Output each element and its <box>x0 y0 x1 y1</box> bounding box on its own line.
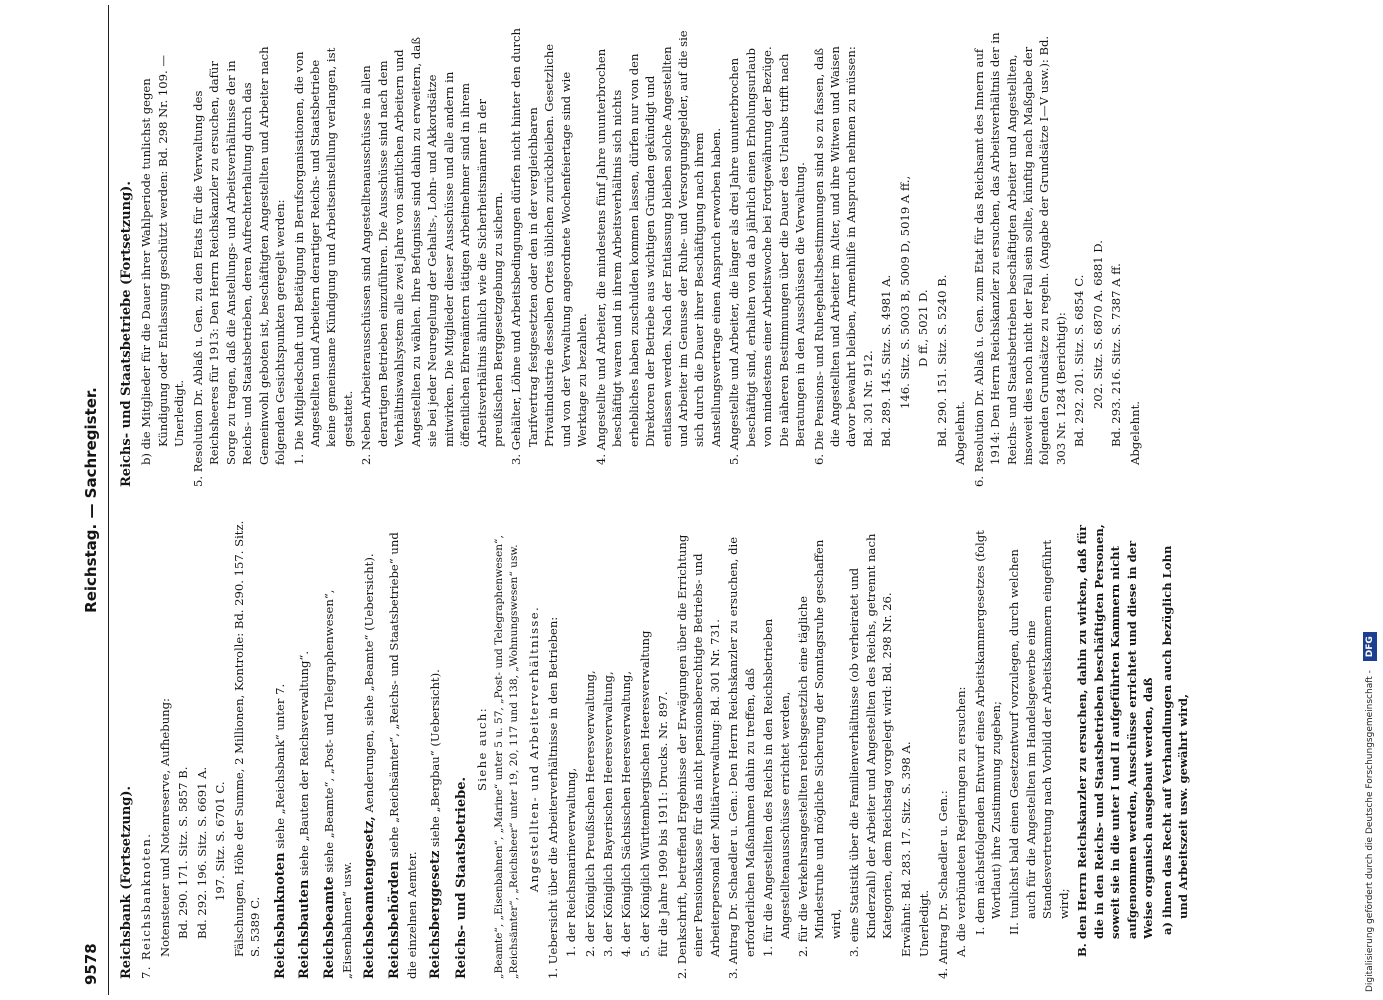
entry-subitem: I. dem nächstfolgenden Entwurf eines Arbeitskammergesetzes (folgt Wortlaut) ihre Zustimmung zugeben; <box>972 530 1003 935</box>
citation: 202. Sitz. S. 6870 A. 6881 D. <box>1090 240 1105 409</box>
entry-subitem: 1. Die Mitgliedschaft und Betätigung in Berufsorganisationen, die von Angestellten und Arbeitern derartiger Reichs- und Staatsbetriebe keine gemeinsame Kündigung und Arbeitseinstellung verlangen, ist gestattet. <box>291 47 355 465</box>
entry-heading-continued: Reichs- und Staatsbetriebe (Fortsetzung). <box>119 181 134 487</box>
entry-subitem: 2. der Königlich Preußischen Heeresverwaltung, <box>582 670 597 957</box>
keyword: Reichsbeamte <box>321 876 337 979</box>
cross-reference: Aenderungen, siehe „Beamte“ (Uebersicht). <box>362 553 377 813</box>
entry-subitem: 1. für die Angestellten des Reichs in den Reichsbetrieben Angestelltenausschüsse errichtet werden, <box>761 618 792 957</box>
digitization-credit <box>1357 6 1379 996</box>
entry-subitem: II. tunlichst bald einen Gesetzentwurf vorzulegen, durch welchen auch für die Angestellten im Handelsgewerbe eine Standesvertretung nach Vorbild der Arbeitskammern eingeführt wird; <box>1007 540 1071 935</box>
see-also-label: Siehe auch: <box>474 706 489 792</box>
see-also-list: „Beamte“, „Eisenbahnen“, „Marine“ unter 5 u. 57, „Post- und Telegraphenwesen“, „Reichsämter“, „Reichsheer“ unter 19, 20, 117 und 138, „Wohnungswesen“ usw. <box>493 535 521 979</box>
entry-subitem: a) ihnen das Recht auf Verhandlungen auch bezüglich Lohn und Arbeitszeit usw. gewährt wird, <box>1159 545 1190 935</box>
entry-subitem: 5. Angestellte und Arbeiter, die länger als drei Jahre ununterbrochen beschäftigt sind, erhalten von da ab jährlich einen Erholungsurlaub von mindestens einer Arbeitswoche bei Fortgewährung der Bezüge. Die näheren Bestimmungen über die Dauer des Urlaubs trifft nach Beratungen in den Ausschüssen die Verwaltung. <box>727 46 808 465</box>
right-column <box>118 27 1298 487</box>
cross-reference: siehe „Bergbau“ (Uebersicht). <box>427 669 442 847</box>
page-header <box>78 5 108 995</box>
entry-text: Fälschungen, Höhe der Summe, 2 Millionen, Kontrolle: Bd. 290. 157. Sitz. S. 5389 C. <box>231 520 263 957</box>
entry-subitem: 3. der Königlich Bayerischen Heeresverwaltung, <box>601 671 616 957</box>
citation: Bd. 290. 151. Sitz. S. 5240 B. <box>934 274 949 447</box>
cross-reference: siehe „Beamte“, „Post- und Telegraphenwesen“, „Eisenbahnen“ usw. <box>321 589 354 979</box>
left-column <box>118 519 1298 979</box>
entry-item: 4. Antrag Dr. Schaedler u. Gen.: <box>935 790 950 979</box>
cross-reference: siehe „Reichsbank“ unter 7. <box>272 683 287 849</box>
dfg-logo: DFG <box>1363 632 1377 661</box>
citation: für die Jahre 1909 bis 1911: Drucks. Nr. 897. <box>656 691 671 957</box>
entry-heading-reichsbank: Reichsbank (Fortsetzung). <box>119 785 134 979</box>
subsection-title: Angestellten- und Arbeiterverhältnisse. <box>527 605 542 893</box>
citation: Bd. 290. 171. Sitz. S. 5857 B. <box>176 766 191 939</box>
entry-subitem: b) die Mitglieder für die Dauer ihrer Wahlperiode tunlichst gegen Kündigung oder Entlassung geschützt werden: Bd. 298 Nr. 109. — Unerledigt. <box>139 54 187 465</box>
page-title: Reichstag. — Sachregister. <box>82 387 100 613</box>
entry-subitem: 3. Gehälter, Löhne und Arbeitsbedingungen dürfen nicht hinter den durch Tarifvertrag festgesetzten oder den in der vergleichbaren Privatindustrie desselben Ortes üblichen zurückbleiben. Gesetzliche und von der Verwaltung angeordnete Wochenfeiertage sind wie Werktage zu bezahlen. <box>509 28 590 465</box>
entry-subitem: 3. eine Statistik über die Familienverhältnisse (ob verheiratet und Kinderzahl) der Arbeiter und Angestellten des Reichs, getrennt nach Kategorien, dem Reichstag vorgelegt wird: Bd. 298 Nr. 26. <box>847 533 895 957</box>
cross-reference: siehe „Reichsämter“, „Reichs- und Staatsbetriebe“ und die einzelnen Aemter. <box>386 532 420 979</box>
status-text: Abgelehnt. <box>953 401 968 465</box>
keyword: Reichsbanknoten <box>272 852 288 979</box>
entry-subitem: 2. Neben Arbeiterausschüssen sind Angestelltenausschüsse in allen derartigen Betrieben einzuführen. Die Ausschüsse sind nach dem Verhältniswahlsystem alle zwei Jahre von sämtlichen Arbeitern und Angestellten zu wählen. Ihre Befugnisse sind dahin zu erweitern, daß sie bei jeder Neuregelung der Gehalts-, Lohn- und Akkordsätze mitwirken. Die Mitglieder dieser Ausschüsse und alle andern in öffentlichen Ehrenämtern tätigen Arbeitnehmer sind in ihrem Arbeitsverhältnis ähnlich wie die Sicherheitsmänner in der preußischen Berggesetzgebung zu sichern. <box>359 37 505 465</box>
citation: D ff., 5021 D. <box>916 289 931 367</box>
entry-subitem: 4. Angestellte und Arbeiter, die mindestens fünf Jahre ununterbrochen beschäftigt waren und in ihrem Arbeitsverhältnis sich nichts erhebliches haben zuschulden kommen lassen, dürfen nur von den Direktoren der Betriebe aus wichtigen Gründen gekündigt und entlassen werden. Nach der Entlassung bleiben solche Angestellten und Arbeiter im Genusse der Ruhe- und Versorgungsgelder, auf die sie sich durch die Dauer ihrer Beschäftigung nach ihrem Anstellungsvertrage einen Anspruch erworben haben. <box>593 30 723 465</box>
page-number: 9578 <box>82 943 100 985</box>
citation: Bd. 292. 196. Sitz. S. 6691 A. <box>194 766 209 939</box>
entry-item: 7. Reichsbanknoten. <box>139 832 154 979</box>
cross-reference: siehe „Bauten der Reichsverwaltung“. <box>297 650 312 876</box>
status-text: Unerledigt. <box>917 889 932 957</box>
entry-item: 5. Resolution Dr. Ablaß u. Gen. zu den Etats für die Verwaltung des Reichsheeres für 1913: Den Herrn Reichskanzler zu ersuchen, dafür Sorge zu tragen, daß die Anstellungs- und Arbeitsverhältnisse der in Reichs- und Staatsbetrieben, deren Aufrechterhaltung durch das Gemeinwohl geboten ist, beschäftigten Angestellten und Arbeiter nach folgenden Gesichtspunkten geregelt werden: <box>190 46 288 487</box>
credit-text: Digitalisierung gefördert durch die Deutsche Forschungsgemeinschaft - <box>1365 670 1375 992</box>
status-text: Abgelehnt. <box>1127 401 1142 465</box>
entry-item: 6. Resolution Dr. Ablaß u. Gen. zum Etat für das Reichsamt des Innern auf 1914: Den Herrn Reichskanzler zu ersuchen, das Arbeitsverhältnis der in Reichs- und Staatsbetrieben beschäftigten Arbeiter und Angestellten, insoweit dies noch nicht der Fall sein sollte, künftig nach Maßgabe der folgenden Grundsätze zu regeln. (Angabe der Grundsätze I—V usw.): Bd. 303 Nr. 1284 (Berichtigt): <box>971 32 1068 487</box>
citation: 146. Sitz. S. 5003 B, 5009 D, 5019 A ff., <box>897 175 912 409</box>
entry-subitem: 2. für die Verkehrsangestellten reichsgesetzlich eine tägliche Mindestruhe und mögliche Sicherung der Sonntagsruhe geschaffen wird, <box>796 539 843 957</box>
entry-subitem: 6. Die Pensions- und Ruhegehaltsbestimmungen sind so zu fassen, daß die Angestellten und Arbeiter im Alter, und ihre Witwen und Waisen davor bewahrt bleiben, Armenhilfe in Anspruch nehmen zu müssen: Bd. 301 Nr. 912. <box>811 46 875 465</box>
entry-item: 3. Antrag Dr. Schaedler u. Gen.: Den Herrn Reichskanzler zu ersuchen, die erforderlichen Maßnahmen dahin zu treffen, daß <box>726 536 757 979</box>
entry-subitem: B. den Herrn Reichskanzler zu ersuchen, dahin zu wirken, daß für die in den Reichs- und Staatsbetrieben beschäftigten Personen, soweit sie in die unter I und II aufgeführten Kammern nicht aufgenommen werden, Ausschüsse errichtet und diese in der Weise organisch ausgebaut werden, daß <box>1075 524 1156 957</box>
keyword: Reichsbeamtengesetz, <box>362 816 378 979</box>
entry-heading-betriebe: Reichs- und Staatsbetriebe. <box>454 776 470 979</box>
citation: Bd. 289. 145. Sitz. S. 4981 A. <box>879 274 894 447</box>
rotated-page <box>28 5 1318 995</box>
entry-subitem: 4. der Königlich Sächsischen Heeresverwaltung, <box>619 670 634 957</box>
entry-item: 1. Uebersicht über die Arbeiterverhältnisse in den Betrieben: <box>545 616 560 979</box>
keyword: Reichsbehörden <box>386 861 402 979</box>
citation: Bd. 293. 216. Sitz. S. 7387 A ff. <box>1109 263 1124 447</box>
citation: 197. Sitz. S. 6701 C. <box>213 781 228 901</box>
entry-subitem: A. die verbündeten Regierungen zu ersuchen: <box>954 686 969 957</box>
entry-item: 2. Denkschrift, betreffend Ergebnisse der Erwägungen über die Errichtung einer Pensionskasse für das nicht pensionsberechtigte Betriebs- und Arbeiterpersonal der Militärverwaltung: Bd. 301 Nr. 731. <box>674 534 722 979</box>
header-rule <box>108 5 109 995</box>
citation: Bd. 292. 201. Sitz. S. 6854 C. <box>1072 274 1087 447</box>
entry-text: Notensteuer und Notenreserve, Aufhebung: <box>157 698 172 957</box>
keyword: Reichsbauten <box>297 879 313 979</box>
citation: Erwähnt: Bd. 283. 17. Sitz. S. 398 A. <box>898 741 913 957</box>
entry-subitem: 1. der Reichsmarineverwaltung, <box>564 767 579 957</box>
keyword: Reichsberggesetz <box>427 850 443 979</box>
entry-subitem: 5. der Königlich Württembergischen Heeresverwaltung <box>637 630 652 957</box>
